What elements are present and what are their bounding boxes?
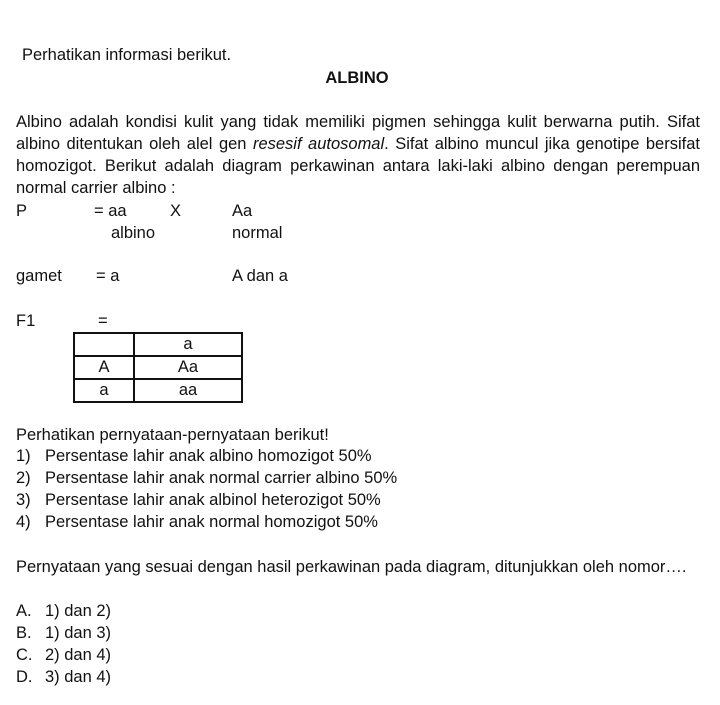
option-b[interactable]	[16, 622, 111, 644]
statement-item	[16, 467, 397, 489]
statement-number: 3)	[16, 491, 31, 509]
statement-item	[16, 511, 397, 533]
option-text: 1) dan 3)	[45, 624, 112, 642]
punnett-cell: Aa	[134, 356, 242, 379]
p-female-genotype: Aa	[232, 202, 253, 220]
p-male-genotype: = aa	[94, 202, 127, 220]
punnett-corner-cell	[74, 333, 134, 356]
statement-text: Persentase lahir anak albinol heterozigot 50%	[45, 491, 381, 509]
option-letter: A.	[16, 602, 32, 620]
statement-item	[16, 445, 397, 467]
punnett-row-header: A	[74, 356, 134, 379]
female-phenotype: normal	[232, 224, 283, 242]
option-letter: B.	[16, 624, 32, 642]
statements-heading: Perhatikan pernyataan-pernyataan berikut!	[16, 426, 329, 444]
statement-item	[16, 489, 397, 511]
f1-label: F1	[16, 312, 36, 330]
cross-symbol: X	[170, 202, 182, 220]
statement-number: 4)	[16, 513, 31, 531]
answer-options	[16, 600, 111, 688]
intro-text: Perhatikan informasi berikut.	[22, 46, 232, 64]
gamet-female: A dan a	[232, 267, 288, 285]
paragraph-part2: . Sifat albino muncul jika genotipe bersifat homozigot. Berikut adalah diagram perkawinan antara laki-laki albino dengan perempuan normal carrier albino :	[16, 135, 700, 197]
punnett-header-cell: a	[134, 333, 242, 356]
statement-number: 2)	[16, 469, 31, 487]
paragraph-italic: resesif autosomal	[252, 135, 385, 153]
punnett-row	[74, 379, 242, 402]
option-a[interactable]	[16, 600, 111, 622]
male-phenotype: albino	[111, 224, 156, 242]
gamet-male: = a	[96, 267, 120, 285]
statements-list	[16, 445, 397, 533]
statement-text: Persentase lahir anak normal carrier albino 50%	[45, 469, 398, 487]
option-letter: D.	[16, 668, 33, 686]
punnett-cell: aa	[134, 379, 242, 402]
punnett-header-row	[74, 333, 242, 356]
gamet-label: gamet	[16, 267, 62, 285]
option-d[interactable]	[16, 666, 111, 688]
f1-equals: =	[98, 312, 108, 330]
punnett-row-header: a	[74, 379, 134, 402]
paragraph-part1: Albino adalah kondisi kulit yang tidak memiliki pigmen sehingga kulit berwarna putih. Sifat albino ditentukan oleh alel gen	[16, 113, 700, 153]
statement-text: Persentase lahir anak albino homozigot 50%	[45, 447, 372, 465]
option-c[interactable]	[16, 644, 111, 666]
statement-number: 1)	[16, 447, 31, 465]
p-label: P	[16, 202, 28, 220]
question-text: Pernyataan yang sesuai dengan hasil perkawinan pada diagram, ditunjukkan oleh nomor….	[16, 558, 687, 576]
description-paragraph	[16, 111, 700, 199]
option-text: 3) dan 4)	[45, 668, 112, 686]
option-text: 2) dan 4)	[45, 646, 112, 664]
statement-text: Persentase lahir anak normal homozigot 50%	[45, 513, 378, 531]
option-letter: C.	[16, 646, 33, 664]
title: ALBINO	[325, 69, 389, 87]
option-text: 1) dan 2)	[45, 602, 112, 620]
punnett-row	[74, 356, 242, 379]
punnett-square	[73, 332, 243, 403]
